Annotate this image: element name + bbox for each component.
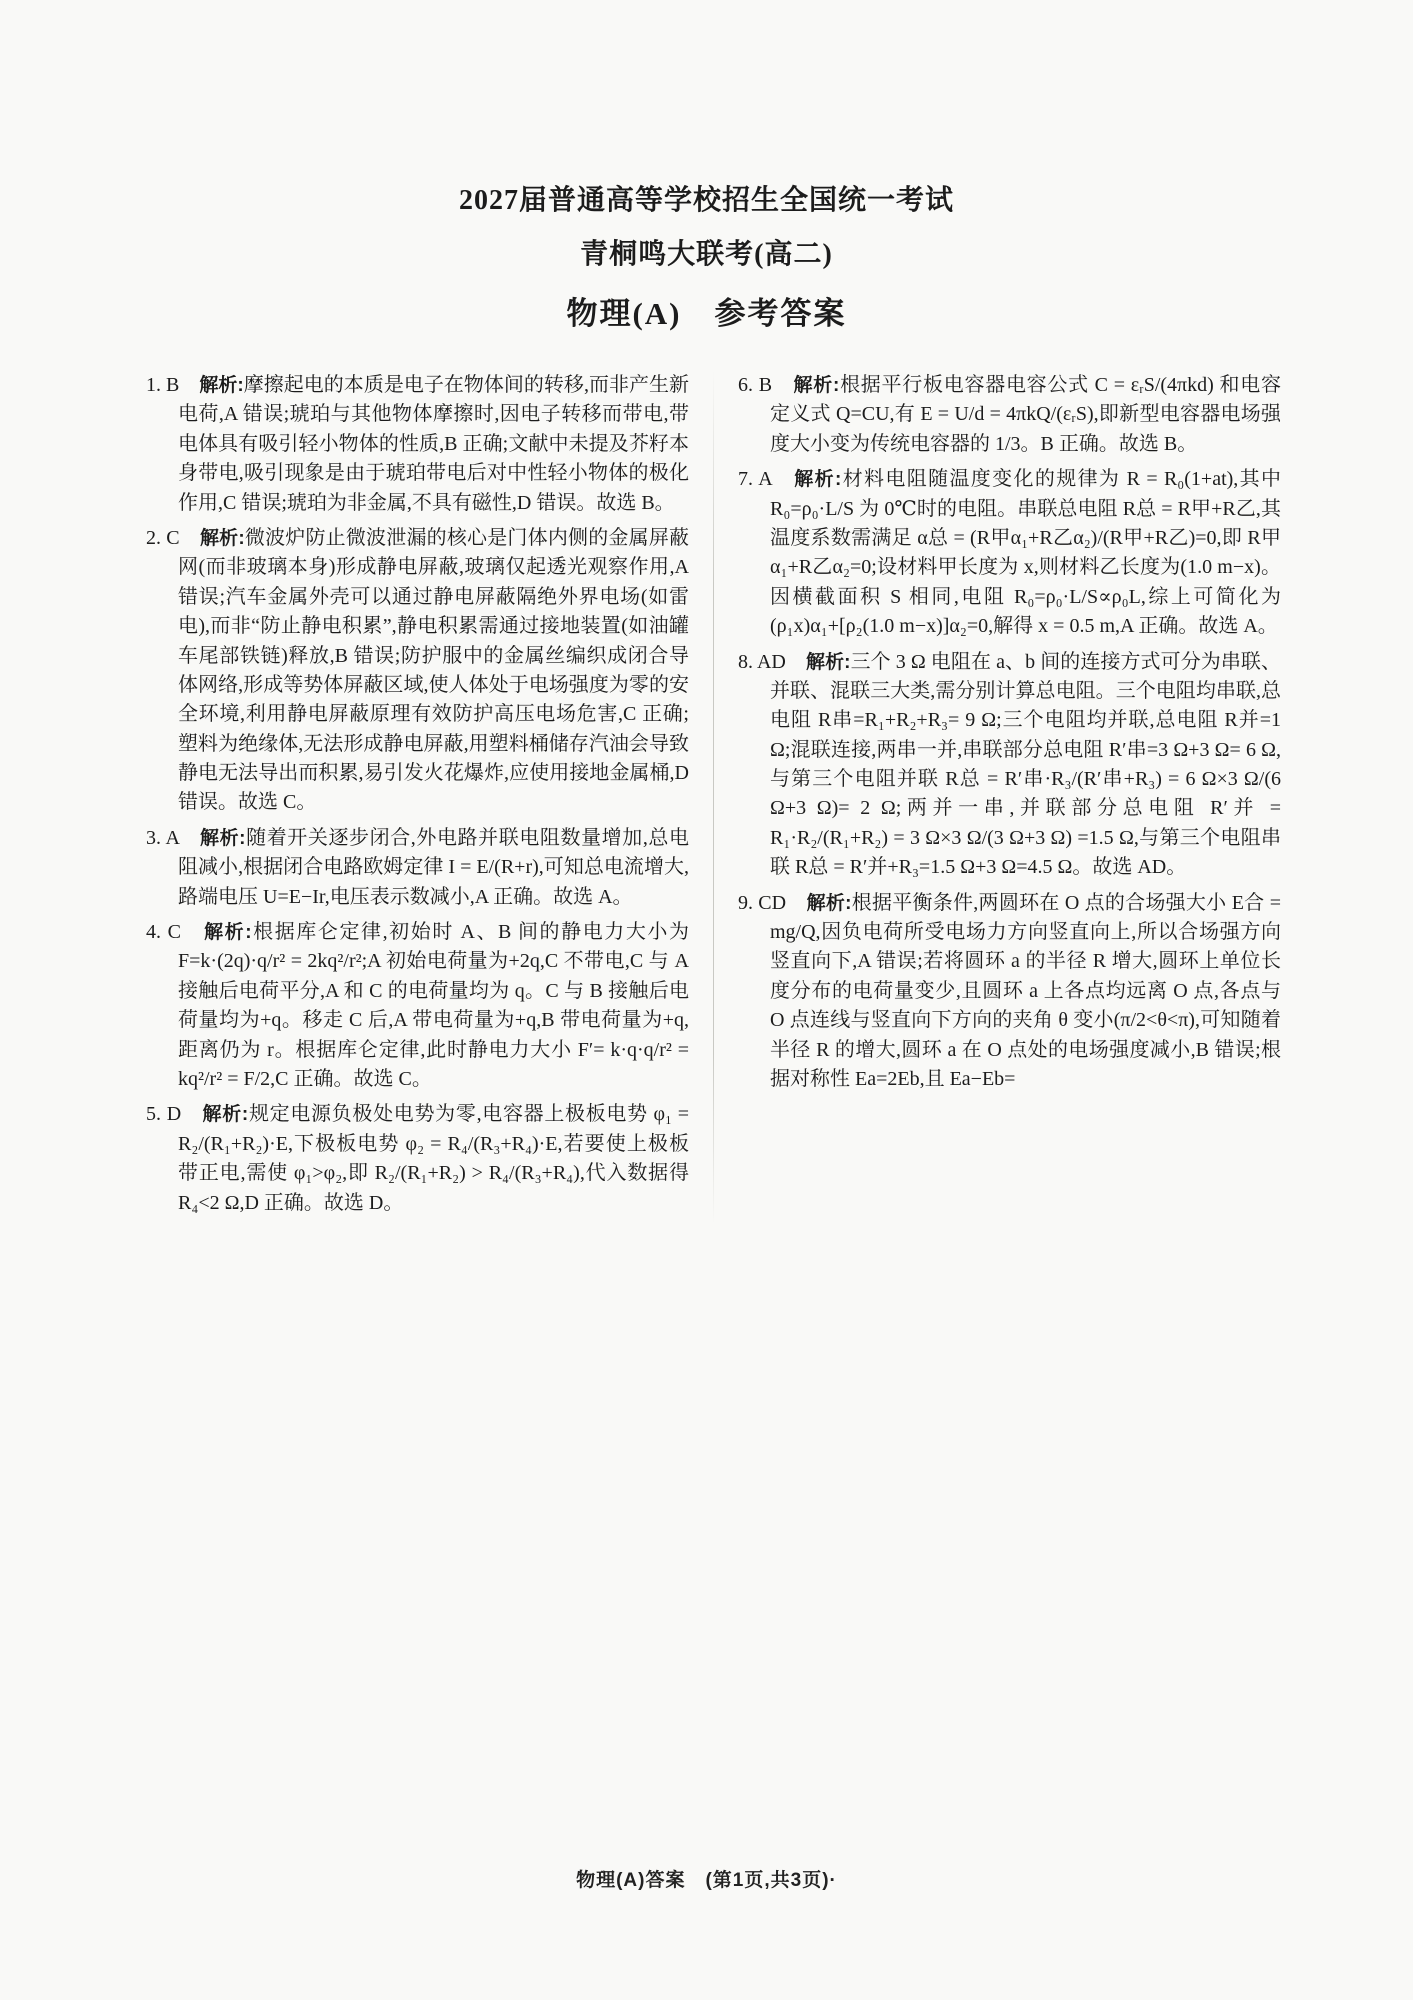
answer-item	[146, 371, 689, 518]
explain-text: 根据平行板电容器电容公式 C = εᵣS/(4πkd) 和电容定义式 Q=CU,有 E = U/d = 4πkQ/(εᵣS),即新型电容器电场强度大小变为传统电容器的 1/3。B 正确。故选 B。	[770, 374, 1281, 455]
explain-text: 随着开关逐步闭合,外电路并联电阻数量增加,总电阻减小,根据闭合电路欧姆定律 I = E/(R+r),可知总电流增大,路端电压 U=E−Ir,电压表示数减小,A 正确。故选 A。	[178, 826, 690, 908]
answer-item	[146, 524, 689, 818]
explain-label: 解析:	[200, 827, 246, 849]
item-number-and-answer: 3. A	[146, 826, 200, 849]
explain-text: 材料电阻随温度变化的规律为 R = R₀(1+at),其中 R₀=ρ₀·L/S 为 0℃时的电阻。串联总电阻 R总 = R甲+R乙,其温度系数需满足 α总 = (R甲α₁+R乙α₂)/(R甲+R乙)=0,即 R甲α₁+R乙α₂=0;设材料甲长度为 x,则材料乙长度为(1.0 m−x)。因横截面积 S 相同,电阻 R₀=ρ₀·L/S∝ρ₀L,综上可简化为(ρ₁x)α₁+[ρ₂(1.0 m−x)]α₂=0,解得 x = 0.5 m,A 正确。故选 A。	[770, 468, 1282, 638]
explain-text: 微波炉防止微波泄漏的核心是门体内侧的金属屏蔽网(而非玻璃本身)形成静电屏蔽,玻璃仅起透光观察作用,A 错误;汽车金属外壳可以通过静电屏蔽隔绝外界电场(如雷电),而非“防止静电积累”,静电积累需通过接地装置(如油罐车尾部铁链)释放,B 错误;防护服中的金属丝编织成闭合导体网络,形成等势体屏蔽区域,使人体处于电场强度为零的安全环境,利用静电屏蔽原理有效防护高压电场危害,C 正确;塑料为绝缘体,无法形成静电屏蔽,用塑料桶储存汽油会导致静电无法导出而积累,易引发火花爆炸,应使用接地金属桶,D 错误。故选 C。	[178, 526, 690, 814]
page-footer: 物理(A)答案 (第1页,共3页)·	[576, 1870, 837, 1891]
item-number-and-answer: 7. A	[738, 468, 795, 491]
answer-item	[738, 648, 1281, 883]
explain-label: 解析:	[793, 375, 840, 396]
item-number-and-answer: 8. AD	[738, 650, 807, 673]
item-number-and-answer: 2. C	[146, 526, 200, 549]
right-column	[714, 371, 1281, 1224]
explain-label: 解析:	[806, 892, 852, 914]
item-number-and-answer: 9. CD	[738, 891, 807, 914]
item-number-and-answer: 1. B	[146, 374, 200, 396]
answer-item	[146, 824, 689, 912]
explain-text: 摩擦起电的本质是电子在物体间的转移,而非产生新电荷,A 错误;琥珀与其他物体摩擦时,因电子转移而带电,带电体具有吸引轻小物体的性质,B 正确;文献中未提及芥籽本身带电,吸引现象是由于琥珀带电后对中性轻小物体的极化作用,C 错误;琥珀为非金属,不具有磁性,D 错误。故选 B。	[178, 374, 690, 514]
paper-title: 物理(A) 参考答案	[566, 296, 847, 331]
explain-label: 解析:	[794, 469, 842, 491]
answer-item	[738, 371, 1281, 459]
explain-label: 解析:	[204, 922, 252, 944]
explain-text: 根据库仑定律,初始时 A、B 间的静电力大小为 F=k·(2q)·q/r² = 2kq²/r²;A 初始电荷量为+2q,C 不带电,C 与 A 接触后电荷平分,A 和 C 的电荷量均为 q。C 与 B 接触后电荷量均为+q。移走 C 后,A 带电荷量为+q,B 带电荷量为+q,距离仍为 r。根据库仑定律,此时静电力大小 F′= k·q·q/r² = kq²/r² = F/2,C 正确。故选 C。	[178, 921, 690, 1090]
answer-item	[738, 465, 1281, 641]
explain-label: 解析:	[202, 1104, 249, 1126]
explain-label: 解析:	[199, 375, 244, 396]
exam-title: 2027届普通高等学校招生全国统一考试	[458, 185, 954, 216]
answer-item	[146, 918, 689, 1094]
explain-text: 根据平衡条件,两圆环在 O 点的合场强大小 E合 = mg/Q,因负电荷所受电场力方向竖直向上,所以合场强方向竖直向下,A 错误;若将圆环 a 的半径 R 增大,圆环上单位长度分布的电荷量变少,且圆环 a 上各点均远离 O 点,各点与 O 点连线与竖直向下方向的夹角 θ 变小(π/2<θ<π),可知随着半径 R 的增大,圆环 a 在 O 点处的电场强度减小,B 错误;根据对称性 Ea=2Eb,且 Ea−Eb=	[770, 891, 1281, 1090]
explain-label: 解析:	[806, 651, 851, 673]
document-header	[0, 0, 1413, 333]
answer-item	[146, 1100, 689, 1218]
item-number-and-answer: 5. D	[146, 1103, 203, 1126]
left-column	[146, 371, 713, 1224]
answer-content	[0, 333, 1413, 1224]
explain-text: 规定电源负极处电势为零,电容器上极板电势 φ₁ = R₂/(R₁+R₂)·E,下极板电势 φ₂ = R₄/(R₃+R₄)·E,若要使上极板带正电,需使 φ₁>φ₂,即 R₂/(R₁+R₂) > R₄/(R₃+R₄),代入数据得 R₄<2 Ω,D 正确。故选 D。	[178, 1103, 689, 1214]
exam-subtitle: 青桐鸣大联考(高二)	[580, 239, 833, 270]
item-number-and-answer: 4. C	[146, 921, 205, 944]
answer-item	[738, 889, 1281, 1095]
item-number-and-answer: 6. B	[738, 374, 794, 396]
explain-text: 三个 3 Ω 电阻在 a、b 间的连接方式可分为串联、并联、混联三大类,需分别计算总电阻。三个电阻均串联,总电阻 R串=R₁+R₂+R₃= 9 Ω;三个电阻均并联,总电阻 R并=1 Ω;混联连接,两串一并,串联部分总电阻 R′串=3 Ω+3 Ω= 6 Ω,与第三个电阻并联 R总 = R′串·R₃/(R′串+R₃) = 6 Ω×3 Ω/(6 Ω+3 Ω)= 2 Ω;两并一串,并联部分总电阻 R′并 = R₁·R₂/(R₁+R₂) = 3 Ω×3 Ω/(3 Ω+3 Ω) =1.5 Ω,与第三个电阻串联 R总 = R′并+R₃=1.5 Ω+3 Ω=4.5 Ω。故选 AD。	[770, 650, 1281, 879]
explain-label: 解析:	[199, 527, 245, 549]
